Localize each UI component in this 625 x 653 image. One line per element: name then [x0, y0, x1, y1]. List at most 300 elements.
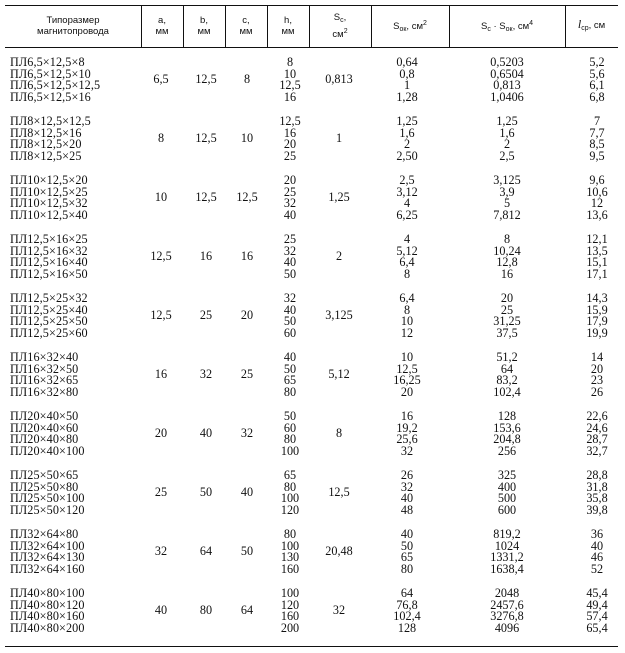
cell-sc-sok: 4096 — [494, 620, 520, 635]
cell-h: 160 — [280, 609, 300, 623]
cell-h: 8 — [286, 55, 294, 69]
header-sc — [309, 5, 371, 47]
header-a — [141, 5, 183, 47]
cell-c: 64 — [240, 603, 254, 618]
cell-h: 20 — [283, 173, 297, 187]
cell-h: 80 — [283, 479, 297, 494]
cell-sc-sok: 500 — [497, 491, 517, 505]
cell-sc-sok: 204,8 — [493, 432, 521, 446]
cell-name: ПЛ32×64×100 — [10, 538, 85, 553]
cell-a: 16 — [154, 367, 168, 382]
cell-sok: 1,6 — [399, 125, 415, 140]
cell-sc-sok: 1,25 — [496, 114, 518, 128]
cell-b: 64 — [199, 544, 213, 559]
cell-lcp: 5,2 — [589, 55, 605, 69]
cell-b: 32 — [199, 367, 213, 382]
header-lcp-sub: ср — [581, 24, 589, 32]
cell-h: 32 — [283, 196, 297, 210]
cell-name: ПЛ8×12,5×12,5 — [10, 114, 91, 128]
cell-sok: 128 — [397, 620, 417, 635]
cell-name: ПЛ8×12,5×20 — [10, 137, 82, 151]
cell-sok: 102,4 — [393, 609, 421, 623]
table-row — [5, 492, 618, 504]
cell-h: 100 — [280, 491, 300, 505]
header-prod-sub-c: c — [487, 25, 491, 33]
cell-c: 8 — [243, 72, 251, 87]
cell-lcp: 20 — [590, 361, 604, 376]
cell-name: ПЛ25×50×100 — [10, 491, 85, 505]
cell-sok: 8 — [403, 302, 411, 317]
header-product — [449, 5, 565, 47]
cell-h: 120 — [280, 597, 300, 612]
cell-sc-sok: 2048 — [494, 586, 520, 600]
cell-h: 40 — [283, 207, 297, 222]
cell-name: ПЛ12,5×16×40 — [10, 255, 88, 269]
cell-sc: 1 — [335, 131, 343, 146]
header-sc-unit — [332, 26, 347, 40]
cell-sc-sok: 10,24 — [493, 243, 521, 258]
cell-sc-sok: 83,2 — [496, 373, 518, 387]
cell-name: ПЛ12,5×25×50 — [10, 314, 88, 328]
cell-a: 8 — [157, 131, 165, 146]
cell-lcp: 36 — [590, 527, 604, 541]
table-group — [5, 410, 618, 456]
cell-sc-sok: 0,6504 — [490, 66, 524, 81]
table-row — [5, 268, 618, 280]
cell-sok: 20 — [400, 384, 414, 399]
cell-name: ПЛ40×80×200 — [10, 620, 85, 635]
cell-h: 50 — [283, 409, 297, 423]
cell-sok: 6,25 — [396, 207, 418, 222]
cell-lcp: 15,9 — [586, 302, 608, 317]
cell-sc-sok: 102,4 — [493, 384, 521, 399]
cell-lcp: 9,6 — [589, 173, 605, 187]
cell-h: 16 — [283, 89, 297, 104]
cell-h: 25 — [283, 232, 297, 246]
cell-name: ПЛ12,5×16×50 — [10, 266, 88, 281]
cell-name: ПЛ32×64×130 — [10, 550, 85, 564]
table-row — [5, 374, 618, 386]
header-prod-sub-ok: ок — [505, 25, 513, 33]
table-row — [5, 540, 618, 552]
cell-lcp: 13,6 — [586, 207, 608, 222]
header-h-unit: мм — [281, 26, 295, 37]
cell-c: 32 — [240, 426, 254, 441]
cell-sok: 4 — [403, 232, 411, 246]
cell-sok: 1,25 — [396, 114, 418, 128]
cell-a: 10 — [154, 190, 168, 205]
cell-sc-sok: 0,813 — [493, 78, 521, 92]
header-sok-s: S — [393, 20, 400, 32]
cell-name: ПЛ8×12,5×16 — [10, 125, 82, 140]
cell-h: 50 — [283, 361, 297, 376]
cell-sc: 3,125 — [325, 308, 353, 323]
cell-name: ПЛ12,5×16×32 — [10, 243, 88, 258]
cell-name: ПЛ6,5×12,5×12,5 — [10, 78, 101, 92]
header-prod-dot: · S — [490, 20, 506, 32]
cell-name: ПЛ10×12,5×25 — [10, 184, 88, 199]
cell-name: ПЛ32×64×160 — [10, 561, 85, 576]
cell-c: 10 — [240, 131, 254, 146]
cell-a: 6,5 — [153, 72, 169, 87]
cell-h: 120 — [280, 502, 300, 517]
table-row — [5, 551, 618, 563]
cell-name: ПЛ12,5×16×25 — [10, 232, 88, 246]
cell-name: ПЛ10×12,5×32 — [10, 196, 88, 210]
cell-sc-sok: 2 — [503, 137, 511, 151]
cell-h: 32 — [283, 243, 297, 258]
cell-sc-sok: 1638,4 — [490, 561, 524, 576]
cell-lcp: 28,8 — [586, 468, 608, 482]
cell-lcp: 17,9 — [586, 314, 608, 328]
cell-h: 20 — [283, 137, 297, 151]
cell-h: 60 — [283, 420, 297, 435]
table-group — [5, 233, 618, 279]
cell-sc-sok: 51,2 — [496, 350, 518, 364]
header-sok-exp: 2 — [422, 19, 427, 27]
cell-lcp: 40 — [590, 538, 604, 553]
cell-c: 16 — [240, 249, 254, 264]
cell-sc-sok: 1,0406 — [490, 89, 524, 104]
cell-lcp: 6,8 — [589, 89, 605, 104]
cell-name: ПЛ16×32×65 — [10, 373, 79, 387]
cell-sok: 32 — [400, 479, 414, 494]
table-row — [5, 315, 618, 327]
cell-name: ПЛ10×12,5×40 — [10, 207, 88, 222]
cell-h: 12,5 — [279, 114, 301, 128]
cell-name: ПЛ16×32×80 — [10, 384, 79, 399]
cell-sc-sok: 7,812 — [493, 207, 521, 222]
header-h-label: h, — [284, 15, 292, 26]
cell-name: ПЛ20×40×100 — [10, 443, 85, 458]
cell-a: 12,5 — [150, 249, 172, 264]
cell-sok: 76,8 — [396, 597, 418, 612]
cell-lcp: 12,1 — [586, 232, 608, 246]
cell-sc: 20,48 — [325, 544, 353, 559]
cell-sc-sok: 8 — [503, 232, 511, 246]
table-row — [5, 610, 618, 622]
cell-name: ПЛ6,5×12,5×10 — [10, 66, 91, 81]
table-group — [5, 351, 618, 397]
table-row — [5, 91, 618, 103]
cell-sc-sok: 25 — [500, 302, 514, 317]
cell-lcp: 26 — [590, 384, 604, 399]
cell-sc-sok: 400 — [497, 479, 517, 494]
cell-h: 80 — [283, 527, 297, 541]
cell-lcp: 35,8 — [586, 491, 608, 505]
cell-b: 16 — [199, 249, 213, 264]
cell-name: ПЛ6,5×12,5×16 — [10, 89, 91, 104]
cell-sok: 32 — [400, 443, 414, 458]
cell-b: 12,5 — [195, 72, 217, 87]
header-type — [5, 5, 141, 47]
cell-sc: 0,813 — [325, 72, 353, 87]
cell-h: 80 — [283, 384, 297, 399]
cell-sc: 5,12 — [328, 367, 350, 382]
cell-sok: 3,12 — [396, 184, 418, 199]
table-bottom-rule — [5, 646, 618, 647]
header-sok — [371, 5, 449, 47]
table-row — [5, 233, 618, 245]
cell-c: 20 — [240, 308, 254, 323]
header-sok-unit: , см — [406, 20, 423, 32]
cell-lcp: 7 — [593, 114, 601, 128]
cell-h: 12,5 — [279, 78, 301, 92]
cell-h: 160 — [280, 561, 300, 576]
table-group — [5, 56, 618, 102]
cell-b: 80 — [199, 603, 213, 618]
header-b-unit: мм — [197, 26, 211, 37]
cell-sc-sok: 3,125 — [493, 173, 521, 187]
cell-sok: 0,8 — [399, 66, 415, 81]
header-b-label: b, — [200, 15, 208, 26]
cell-sc-sok: 819,2 — [493, 527, 521, 541]
cell-h: 50 — [283, 266, 297, 281]
table-group — [5, 587, 618, 633]
header-type-line1: Типоразмер — [46, 15, 100, 26]
cell-sok: 26 — [400, 468, 414, 482]
header-c-label: c, — [242, 15, 250, 26]
header-lcp-l: l — [577, 16, 582, 31]
cell-lcp: 28,7 — [586, 432, 608, 446]
cell-sc: 1,25 — [328, 190, 350, 205]
cell-h: 65 — [283, 373, 297, 387]
cell-lcp: 12 — [590, 196, 604, 210]
header-sok-symbol — [393, 18, 427, 35]
table-group — [5, 528, 618, 574]
cell-lcp: 19,9 — [586, 325, 608, 340]
cell-sok: 16,25 — [393, 373, 421, 387]
cell-name: ПЛ25×50×65 — [10, 468, 79, 482]
cell-sok: 1,28 — [396, 89, 418, 104]
cell-h: 65 — [283, 468, 297, 482]
cell-name: ПЛ12,5×25×60 — [10, 325, 88, 340]
cell-sc: 2 — [335, 249, 343, 264]
cell-sc-sok: 256 — [497, 443, 517, 458]
header-c — [225, 5, 267, 47]
header-type-line2: магнитопровода — [37, 26, 109, 37]
cell-c: 12,5 — [236, 190, 258, 205]
header-sok-sub: ок — [399, 25, 407, 33]
cell-sc-sok: 2457,6 — [490, 597, 524, 612]
cell-sok: 40 — [400, 527, 414, 541]
cell-b: 25 — [199, 308, 213, 323]
cell-c: 40 — [240, 485, 254, 500]
table-row — [5, 256, 618, 268]
cell-lcp: 31,8 — [586, 479, 608, 494]
table-row — [5, 563, 618, 575]
table-row — [5, 79, 618, 91]
cell-name: ПЛ8×12,5×25 — [10, 148, 82, 163]
table-row — [5, 528, 618, 540]
cell-lcp: 32,7 — [586, 443, 608, 458]
cell-sok: 40 — [400, 491, 414, 505]
cell-b: 50 — [199, 485, 213, 500]
table-row — [5, 433, 618, 445]
cell-sc-sok: 0,5203 — [490, 55, 524, 69]
cell-sok: 80 — [400, 561, 414, 576]
table-group — [5, 115, 618, 161]
cell-sc-sok: 5 — [503, 196, 511, 210]
header-prod-unit: , см — [512, 20, 530, 32]
cell-sok: 12 — [400, 325, 414, 340]
cell-sok: 0,64 — [396, 55, 418, 69]
cell-sc: 12,5 — [328, 485, 350, 500]
cell-sok: 19,2 — [396, 420, 418, 435]
cell-h: 32 — [283, 291, 297, 305]
cell-sc-sok: 128 — [497, 409, 517, 423]
cell-sok: 6,4 — [399, 255, 415, 269]
cell-sok: 8 — [403, 266, 411, 281]
table-row — [5, 115, 618, 127]
cell-h: 100 — [280, 586, 300, 600]
cell-name: ПЛ12,5×25×40 — [10, 302, 88, 317]
cell-sc-sok: 325 — [497, 468, 517, 482]
cell-sok: 5,12 — [396, 243, 418, 258]
cell-a: 25 — [154, 485, 168, 500]
table-row — [5, 138, 618, 150]
cell-sok: 6,4 — [399, 291, 415, 305]
table-row — [5, 622, 618, 634]
cell-a: 20 — [154, 426, 168, 441]
header-sc-exp: 2 — [343, 28, 348, 35]
table-row — [5, 481, 618, 493]
table-row — [5, 245, 618, 257]
cell-sc-sok: 16 — [500, 266, 514, 281]
cell-name: ПЛ20×40×50 — [10, 409, 79, 423]
cell-lcp: 23 — [590, 373, 604, 387]
table-row — [5, 304, 618, 316]
cell-lcp: 49,4 — [586, 597, 608, 612]
cell-sok: 2 — [403, 137, 411, 151]
cell-a: 32 — [154, 544, 168, 559]
cell-lcp: 14,3 — [586, 291, 608, 305]
cell-c: 25 — [240, 367, 254, 382]
header-lcp-symbol — [577, 16, 606, 34]
cell-lcp: 65,4 — [586, 620, 608, 635]
table-row — [5, 410, 618, 422]
cell-h: 100 — [280, 538, 300, 553]
cell-lcp: 14 — [590, 350, 604, 364]
cell-h: 16 — [283, 125, 297, 140]
cell-h: 80 — [283, 432, 297, 446]
table-row — [5, 150, 618, 162]
cell-sok: 16 — [400, 409, 414, 423]
cell-name: ПЛ10×12,5×20 — [10, 173, 88, 187]
cell-lcp: 24,6 — [586, 420, 608, 435]
cell-lcp: 17,1 — [586, 266, 608, 281]
cell-h: 25 — [283, 184, 297, 199]
cell-sc-sok: 153,6 — [493, 420, 521, 435]
cell-sok: 1 — [403, 78, 411, 92]
cell-sok: 10 — [400, 314, 414, 328]
cell-sok: 2,5 — [399, 173, 415, 187]
table-group — [5, 292, 618, 338]
table-row — [5, 363, 618, 375]
cell-sc-sok: 3,9 — [499, 184, 515, 199]
header-lcp — [565, 5, 618, 47]
header-prod-exp: 4 — [529, 19, 534, 27]
cell-lcp: 52 — [590, 561, 604, 576]
cell-b: 12,5 — [195, 190, 217, 205]
cell-sc-sok: 12,8 — [496, 255, 518, 269]
table-row — [5, 327, 618, 339]
cell-sc-sok: 37,5 — [496, 325, 518, 340]
cell-name: ПЛ20×40×80 — [10, 432, 79, 446]
cell-lcp: 22,6 — [586, 409, 608, 423]
cell-a: 40 — [154, 603, 168, 618]
cell-lcp: 10,6 — [586, 184, 608, 199]
cell-name: ПЛ6,5×12,5×8 — [10, 55, 85, 69]
table-row — [5, 209, 618, 221]
cell-sok: 10 — [400, 350, 414, 364]
cell-sc-sok: 1024 — [494, 538, 520, 553]
cell-sc-sok: 1,6 — [499, 125, 515, 140]
cell-b: 12,5 — [195, 131, 217, 146]
cell-h: 40 — [283, 302, 297, 317]
cell-name: ПЛ40×80×120 — [10, 597, 85, 612]
cell-name: ПЛ40×80×160 — [10, 609, 85, 623]
table-group — [5, 469, 618, 515]
cell-name: ПЛ40×80×100 — [10, 586, 85, 600]
cell-sc: 8 — [335, 426, 343, 441]
table-row — [5, 386, 618, 398]
cell-sc: 32 — [332, 603, 346, 618]
header-prod-s: S — [480, 20, 488, 32]
cell-h: 40 — [283, 255, 297, 269]
cell-name: ПЛ25×50×120 — [10, 502, 85, 517]
header-c-unit: мм — [239, 26, 253, 37]
cell-sok: 2,50 — [396, 148, 418, 163]
cell-lcp: 6,1 — [589, 78, 605, 92]
header-b — [183, 5, 225, 47]
cell-lcp: 39,8 — [586, 502, 608, 517]
table-row — [5, 174, 618, 186]
table-row — [5, 504, 618, 516]
table-row — [5, 127, 618, 139]
cell-name: ПЛ25×50×80 — [10, 479, 79, 494]
cell-sc-sok: 1331,2 — [490, 550, 524, 564]
table-row — [5, 422, 618, 434]
table-row — [5, 445, 618, 457]
header-sc-unit-text: см — [332, 29, 344, 40]
cell-sok: 25,6 — [396, 432, 418, 446]
cell-lcp: 45,4 — [586, 586, 608, 600]
header-h — [267, 5, 309, 47]
cell-sc-sok: 600 — [497, 502, 517, 517]
table-row — [5, 469, 618, 481]
cell-name: ПЛ20×40×60 — [10, 420, 79, 435]
cell-name: ПЛ32×64×80 — [10, 527, 79, 541]
cell-b: 40 — [199, 426, 213, 441]
cell-lcp: 15,1 — [586, 255, 608, 269]
cell-name: ПЛ12,5×25×32 — [10, 291, 88, 305]
cell-h: 60 — [283, 325, 297, 340]
header-sc-symbol: $S_c$, — [333, 12, 347, 24]
cell-sc-sok: 31,25 — [493, 314, 521, 328]
header-product-symbol — [481, 18, 533, 35]
cell-sc-sok: 2,5 — [499, 148, 515, 163]
table-row — [5, 351, 618, 363]
cell-sc-sok: 20 — [500, 291, 514, 305]
table-row — [5, 599, 618, 611]
cell-h: 40 — [283, 350, 297, 364]
cell-h: 25 — [283, 148, 297, 163]
cell-sc-sok: 3276,8 — [490, 609, 524, 623]
table-row — [5, 186, 618, 198]
header-sc-s: S — [333, 12, 341, 23]
cell-sc-sok: 64 — [500, 361, 514, 376]
